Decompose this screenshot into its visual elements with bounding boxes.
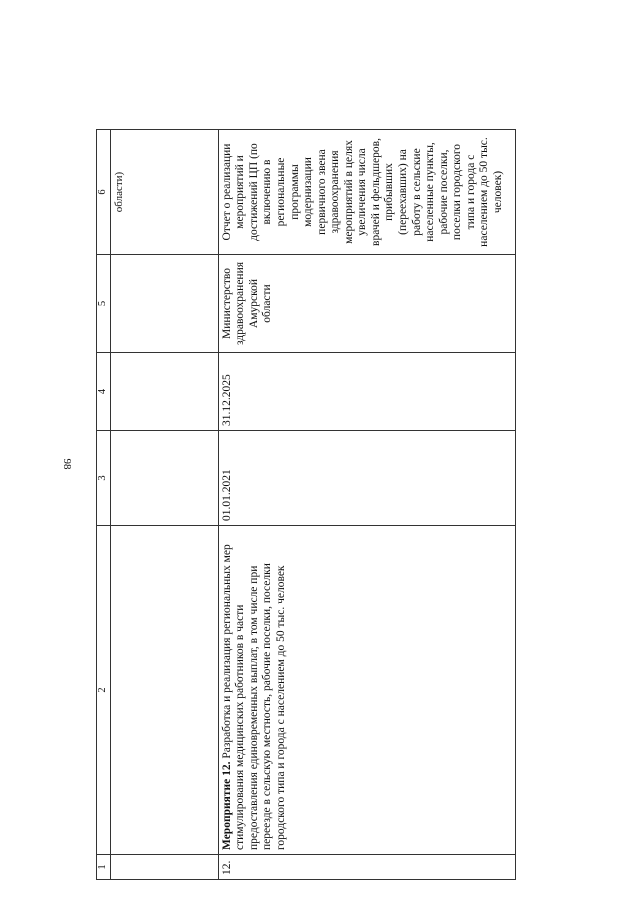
responsible-executor: Министерство здравоохранения Амурской области (218, 255, 515, 353)
continuation-cell-2 (111, 526, 219, 855)
header-col-2: 2 (97, 526, 111, 855)
end-date: 31.12.2025 (218, 353, 515, 431)
table-row (218, 130, 515, 880)
continuation-cell-3 (111, 431, 219, 526)
continuation-cell-1 (111, 855, 219, 880)
rotated-table-frame (96, 137, 516, 880)
continuation-cell-6: области) (111, 130, 219, 255)
header-col-3: 3 (97, 431, 111, 526)
activity-description: Разработка и реализация региональных мер стимулирования медицинских работников в части предоставления единовременных выплат, в том числе при переезде в сельскую местность, рабочие поселки, поселки городского типа и города с населением до 50 тыс. человек (220, 544, 287, 850)
header-col-5: 5 (97, 255, 111, 353)
activity-label: Мероприятие 12. (220, 761, 233, 850)
continuation-row (111, 130, 219, 880)
page-number: 98 (61, 458, 73, 470)
activities-table (96, 129, 516, 880)
row-number: 12. (218, 855, 515, 880)
expected-result: Отчет о реализации мероприятий и достижений ЦП (по включению в региональные программы модернизации первичного звена здравоохранения мероприятий в целях увеличения числа врачей и фельдшеров, прибывших (переехавших) на работу в сельские населенные пункты, рабочие поселки, поселки городского типа и города с населением до 50 тыс. человек) (218, 130, 515, 255)
start-date: 01.01.2021 (218, 431, 515, 526)
header-col-1: 1 (97, 855, 111, 880)
continuation-cell-4 (111, 353, 219, 431)
column-number-row (97, 130, 111, 880)
activity-title (218, 526, 515, 855)
continuation-cell-5 (111, 255, 219, 353)
header-col-6: 6 (97, 130, 111, 255)
header-col-4: 4 (97, 353, 111, 431)
